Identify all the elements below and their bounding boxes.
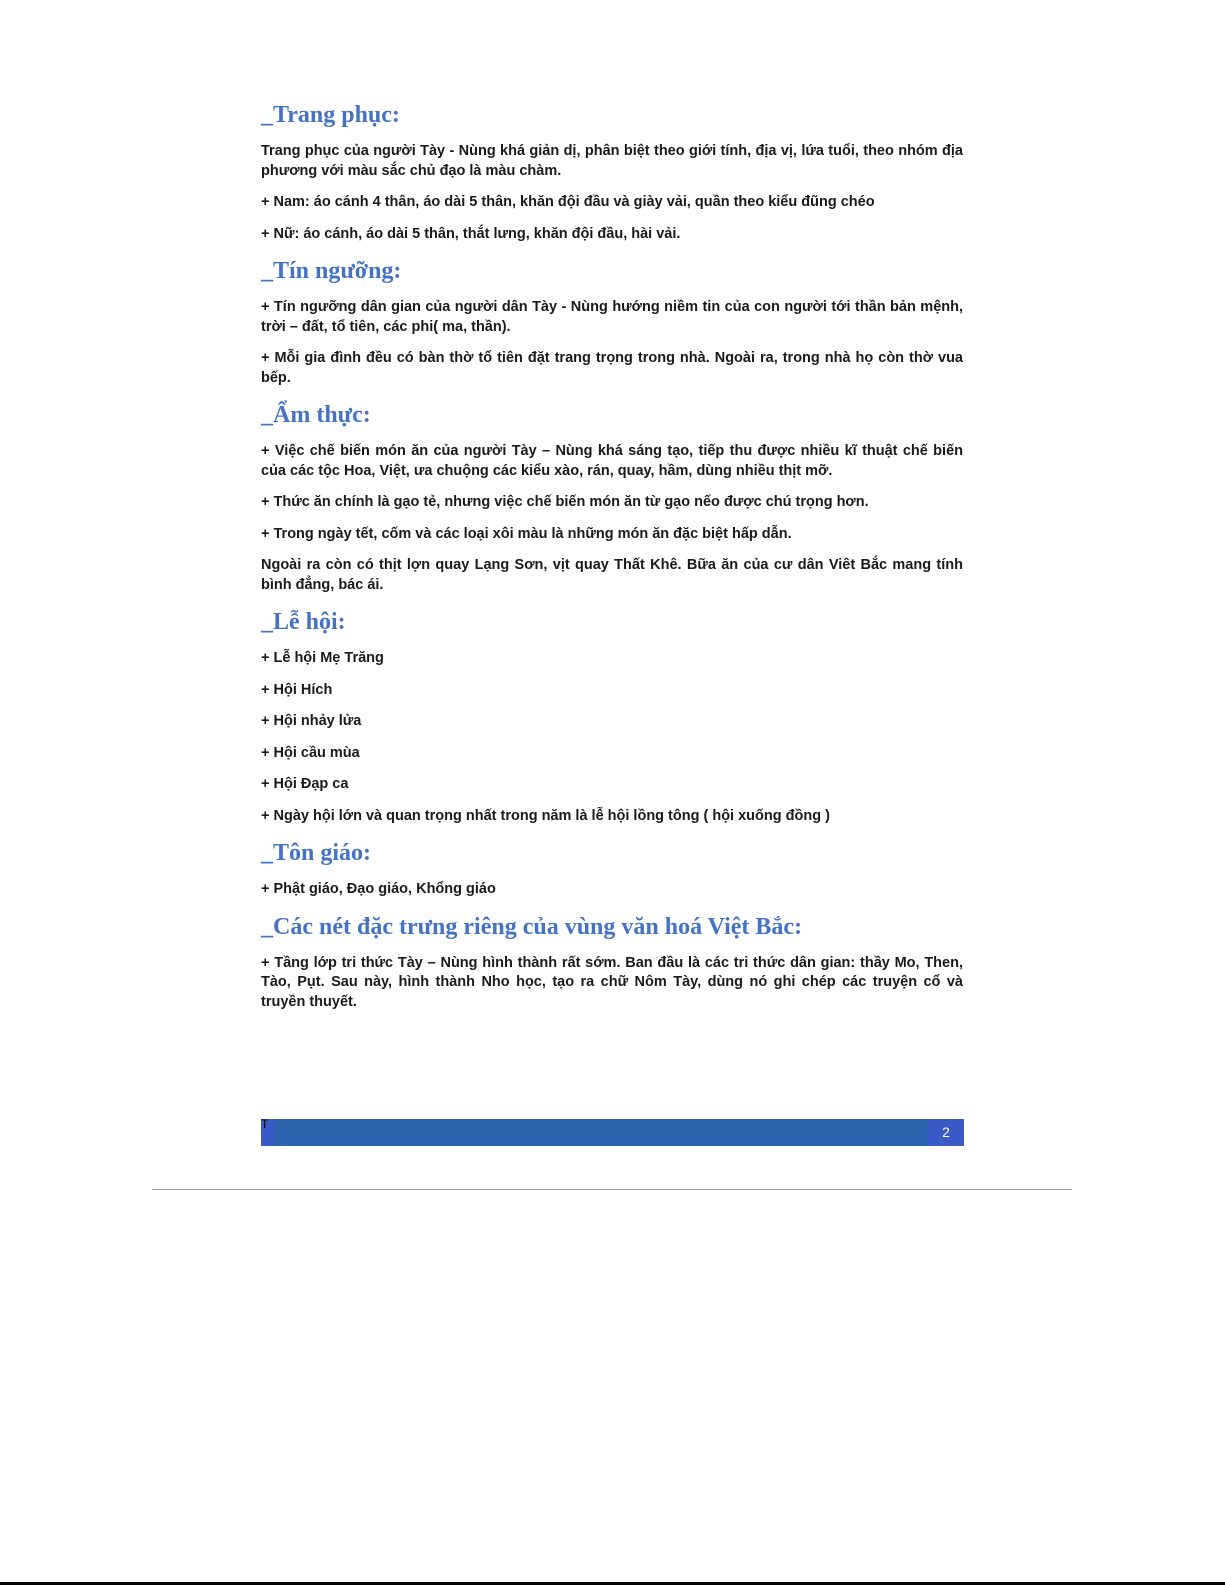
list-item: + Hội cầu mùa [261,744,360,761]
paragraph: + Mỗi gia đình đều có bàn thờ tổ tiên đặt trang trọng trong nhà. Ngoài ra, trong nhà họ còn thờ vua bếp. [261,350,963,386]
section-heading: _Trang phục: [261,102,400,128]
section-heading: _Tín ngưỡng: [261,258,402,284]
page-footer-bar [261,1119,964,1146]
paragraph: + Việc chế biến món ăn của người Tày – Nùng khá sáng tạo, tiếp thu được nhiều kĩ thuật chế biến của các tộc Hoa, Việt, ưa chuộng các kiểu xào, rán, quay, hầm, dùng nhiều thịt mỡ. [261,443,963,479]
paragraph: + Tầng lớp tri thức Tày – Nùng hình thành rất sớm. Ban đầu là các tri thức dân gian: thầy Mo, Then, Tào, Pụt. Sau này, hình thành Nho học, tạo ra chữ Nôm Tày, dùng nó ghi chép các truyện cổ và truyền thuyết. [261,954,963,1010]
section-heading: _Tôn giáo: [261,840,372,866]
list-item: + Hội nhảy lửa [261,713,362,729]
paragraph: + Trong ngày tết, cốm và các loại xôi màu là những món ăn đặc biệt hấp dẫn. [261,525,792,542]
section-le-hoi [261,607,963,826]
paragraph: Ngoài ra còn có thịt lợn quay Lạng Sơn, vịt quay Thất Khê. Bữa ăn của cư dân Viêt Bắc mang tính bình đẳng, bác ái. [261,557,963,593]
paragraph: Trang phục của người Tày - Nùng khá giản dị, phân biệt theo giới tính, địa vị, lứa tuổi, theo nhóm địa phương với màu sắc chủ đạo là màu chàm. [261,143,963,179]
paragraph: + Tín ngưỡng dân gian của người dân Tày - Nùng hướng niềm tin của con người tới thần bản mệnh, trời – đất, tổ tiên, các phi( ma, thần). [261,299,963,335]
paragraph: + Nam: áo cánh 4 thân, áo dài 5 thân, khăn đội đầu và giày vải, quần theo kiểu đũng chéo [261,194,875,210]
paragraph: + Phật giáo, Đạo giáo, Khổng giáo [261,881,496,897]
footer-letter: T [261,1117,269,1131]
list-item: + Hội Hích [261,681,333,698]
list-item: + Hội Đạp ca [261,776,349,792]
section-heading: _Ẩm thực: [261,402,371,428]
section-trang-phuc [261,100,963,244]
section-tin-nguong [261,256,963,388]
paragraph: + Thức ăn chính là gạo tẻ, nhưng việc chế biến món ăn từ gạo nếo được chú trọng hơn. [261,494,869,510]
section-ton-giao [261,838,963,900]
document-body [261,100,963,1024]
list-item: + Lễ hội Mẹ Trăng [261,650,384,666]
page-number: 2 [928,1119,964,1146]
paragraph: + Nữ: áo cánh, áo dài 5 thân, thắt lưng, khăn đội đầu, hài vải. [261,225,681,242]
list-item: + Ngày hội lớn và quan trọng nhất trong năm là lễ hội lồng tông ( hội xuống đồng ) [261,807,830,824]
section-heading: _Các nét đặc trưng riêng của vùng văn hoá Việt Bắc: [261,913,803,940]
page-divider [152,1189,1072,1190]
section-heading: _Lễ hội: [261,609,346,635]
section-dac-trung [261,912,963,1013]
section-am-thuc [261,400,963,595]
